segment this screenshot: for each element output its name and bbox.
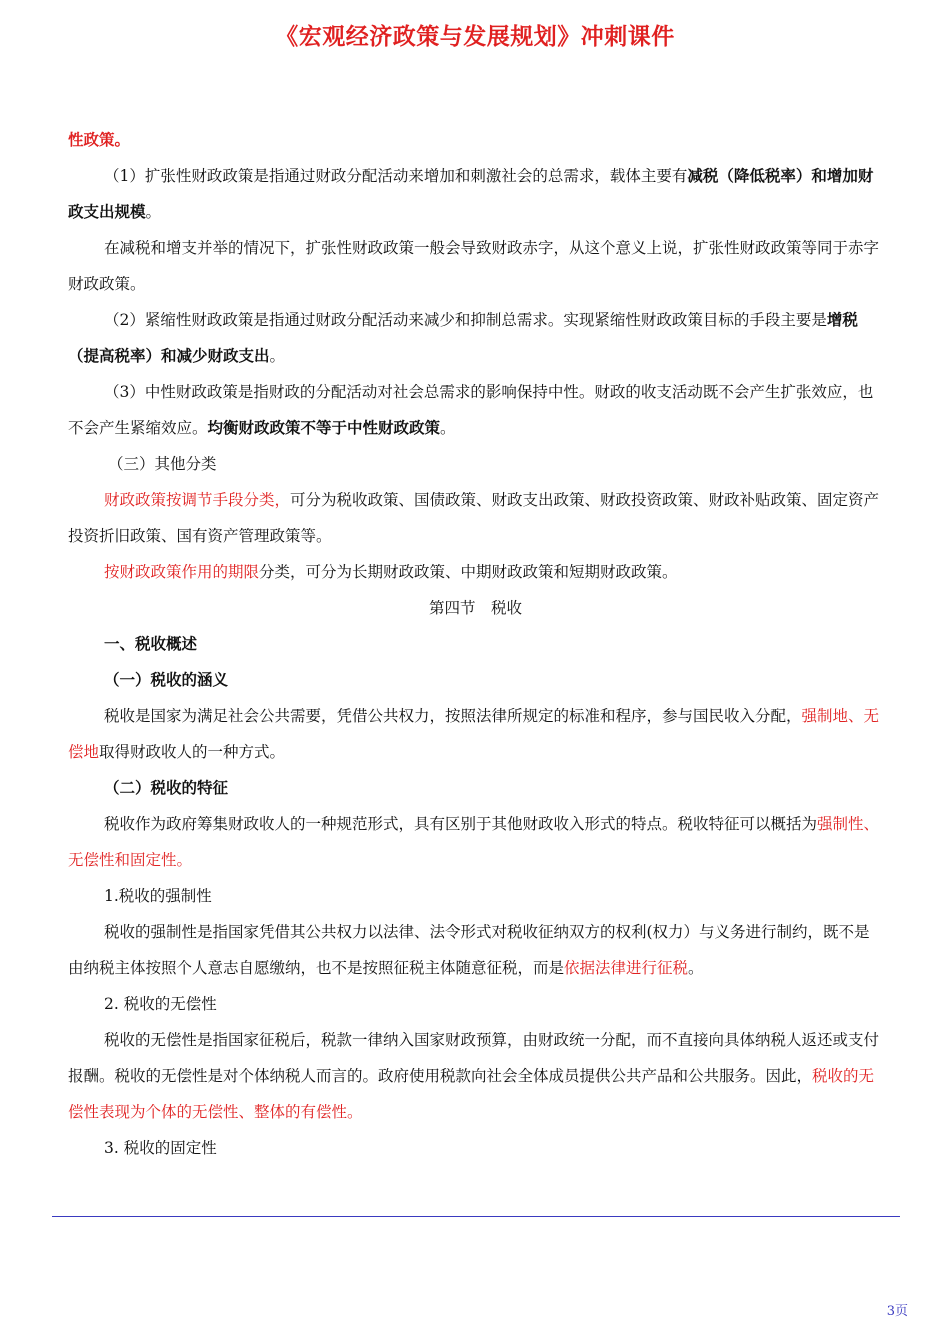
- paragraph: 性政策。: [68, 131, 131, 149]
- paragraph: 税收的无偿性是指国家征税后，税款一律纳入国家财政预算，由财政统一分配，而不直接向具体纳税人返还或支付报酬。税收的无偿性是对个体纳税人而言的。政府使用税款向社会全体成员提供公共产品和公共服务。因此，税收的无偿性表现为个体的无偿性、整体的有偿性。: [68, 1031, 880, 1121]
- paragraph: （1）扩张性财政政策是指通过财政分配活动来增加和刺激社会的总需求，载体主要有减税（降低税率）和增加财政支出规模。: [68, 167, 874, 221]
- heading: （二）税收的特征: [104, 779, 229, 797]
- paragraph: 财政政策按调节手段分类，可分为税收政策、国债政策、财政支出政策、财政投资政策、财政补贴政策、固定资产投资折旧政策、国有资产管理政策等。: [68, 491, 880, 545]
- page-number: 3页: [886, 1304, 908, 1319]
- paragraph: （3）中性财政政策是指财政的分配活动对社会总需求的影响保持中性。财政的收支活动既不会产生扩张效应，也不会产生紧缩效应。均衡财政政策不等于中性财政政策。: [68, 383, 874, 437]
- subheading: 1.税收的强制性: [104, 887, 212, 905]
- heading: （一）税收的涵义: [104, 671, 229, 689]
- document-title: 《宏观经济政策与发展规划》冲刺课件: [275, 24, 675, 50]
- paragraph: 税收是国家为满足社会公共需要，凭借公共权力，按照法律所规定的标准和程序，参与国民收入分配，强制地、无偿地取得财政收人的一种方式。: [68, 707, 880, 761]
- paragraph: 税收作为政府筹集财政收人的一种规范形式，具有区别于其他财政收入形式的特点。税收特征可以概括为强制性、无偿性和固定性。: [68, 815, 880, 869]
- paragraph: 在减税和增支并举的情况下，扩张性财政政策一般会导致财政赤字，从这个意义上说，扩张性财政政策等同于赤字财政政策。: [68, 239, 880, 293]
- section-title: 第四节 税收: [428, 599, 522, 617]
- subheading: 3. 税收的固定性: [104, 1139, 217, 1157]
- subheading: 2. 税收的无偿性: [104, 995, 217, 1013]
- heading: 一、税收概述: [104, 635, 198, 653]
- paragraph: 按财政政策作用的期限分类，可分为长期财政政策、中期财政政策和短期财政政策。: [104, 563, 678, 581]
- subheading: （三）其他分类: [108, 455, 217, 473]
- footer-divider: [52, 1216, 900, 1217]
- document-body: [68, 122, 883, 1166]
- paragraph: （2）紧缩性财政政策是指通过财政分配活动来减少和抑制总需求。实现紧缩性财政政策目标的手段主要是增税（提高税率）和减少财政支出。: [68, 311, 858, 365]
- paragraph: 税收的强制性是指国家凭借其公共权力以法律、法令形式对税收征纳双方的权利(权力）与义务进行制约，既不是由纳税主体按照个人意志自愿缴纳，也不是按照征税主体随意征税，而是依据法律进行征税。: [68, 923, 870, 977]
